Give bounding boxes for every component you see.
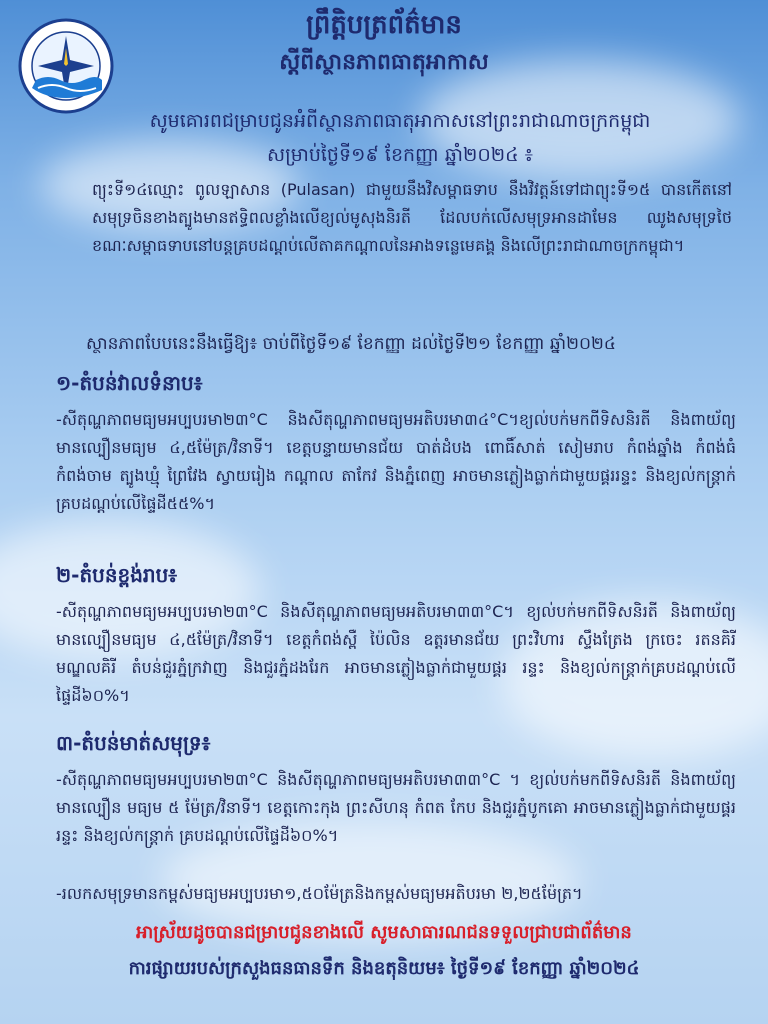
period-paragraph: ស្ថានភាពបែបនេះនឹងធ្វើឱ្យ៖ ចាប់ពីថ្ងៃទី១៩ ខែកញ្ញា ដល់ថ្ងៃទី២១ ខែកញ្ញា ឆ្នាំ២០២៤ [86, 334, 616, 354]
intro-block [60, 104, 740, 172]
section-body-coastal: -សីតុណ្ហភាពមធ្យមអប្បបរមា២៣°C និងសីតុណ្ហភាពមធ្យមអតិបរមា៣៣°C ។ ខ្យល់បក់មកពីទិសនិរតី និងពាយ័ព្យ មានល្បឿន មធ្យម ៥ ម៉ែត្រ/វិនាទី។ ខេត្តកោះកុង ព្រះសីហនុ កំពត កែប និងជួរភ្នំបូកគោ អាចមានភ្លៀងធ្លាក់ជាមួយផ្គរ រន្ទះ និងខ្យល់កន្ត្រាក់ គ្របដណ្តប់លើផ្ទៃដី៦០%។ [56, 770, 736, 845]
section-heading-coastal: ៣-តំបន់មាត់សមុទ្រ៖ [56, 731, 211, 755]
storm-paragraph: ព្យុះទី១៤ឈ្មោះ ពូលឡាសាន (Pulasan) ជាមួយនឹងវិសម្ពាធទាប នឹងវិវត្តន៍ទៅជាព្យុះទី១៥ បានកើតនៅសមុទ្រចិនខាងត្បូងមានឥទ្ធិពលខ្លាំងលើខ្យល់មូសុងនិរតី ដែលបក់លើសមុទ្រអានដាមែន ឈូងសមុទ្រថៃ ខណៈសម្ពាធទាបនៅបន្តគ្របដណ្តប់លើតាគកណ្តាលនៃអាងទន្លេមេគង្គ និងលើព្រះរាជាណាចក្រកម្ពុជា។ [92, 180, 732, 255]
section-heading-lowland: ១-តំបន់វាលទំនាប៖ [56, 371, 203, 395]
page-title: ព្រឹត្តិបត្រព័ត៌មាន [306, 10, 462, 40]
page-subtitle: ស្តីពីស្ថានភាពធាតុអាកាស [279, 50, 489, 75]
footer-notice: អាស្រ័យដូចបានជម្រាបជូនខាងលើ សូមសាធារណជនទទួលជ្រាបជាព័ត៌មាន [136, 922, 632, 943]
section-body-lowland: -សីតុណ្ហភាពមធ្យមអប្បបរមា២៣°C និងសីតុណ្ហភាពមធ្យមអតិបរមា៣៤°C។ខ្យល់បក់មកពីទិសនិរតី និងពាយ័ព្យ មានល្បឿនមធ្យម ៤,៥ម៉ែត្រ/វិនាទី។ ខេត្តបន្ទាយមានជ័យ បាត់ដំបង ពោធិ៍សាត់ សៀមរាប កំពង់ឆ្នាំង កំពង់ធំ កំពង់ចាម ត្បូងឃ្មុំ ព្រៃវែង ស្វាយរៀង កណ្តាល តាកែវ និងភ្នំពេញ អាចមានភ្លៀងធ្លាក់ជាមួយផ្គររន្ទះ និងខ្យល់កន្ត្រាក់គ្របដណ្តប់លើផ្ទៃដី៥៥%។ [56, 410, 736, 513]
footer-publisher: ការផ្សាយរបស់ក្រសួងធនធានទឹក និងឧតុនិយម៖ ថ្ងៃទី១៩ ខែកញ្ញា ឆ្នាំ២០២៤ [128, 958, 640, 979]
section-heading-highland: ២-តំបន់ខ្ពង់រាប៖ [56, 563, 178, 587]
intro-line-1: សូមគោរពជម្រាបជូនអំពីស្ថានភាពធាតុអាកាសនៅព្រះរាជាណាចក្រកម្ពុជា [149, 110, 651, 132]
intro-line-2: សម្រាប់ថ្ងៃទី១៩ ខែកញ្ញា ឆ្នាំ២០២៤ ៖ [266, 144, 533, 166]
wave-height-line: -រលកសមុទ្រមានកម្ពស់មធ្យមអប្បបរមា១,៥០ម៉ែត្រនិងកម្ពស់មធ្យមអតិបរមា ២,២៥ម៉ែត្រ។ [56, 884, 583, 903]
section-body-highland: -សីតុណ្ហភាពមធ្យមអប្បបរមា២៣°C និងសីតុណ្ហភាពមធ្យមអតិបរមា៣៣°C។ ខ្យល់បក់មកពីទិសនិរតី និងពាយ័ព្យមានល្បឿនមធ្យម ៤,៥ម៉ែត្រ/វិនាទី។ ខេត្តកំពង់ស្ពឺ ប៉ៃលិន ឧត្តរមានជ័យ ព្រះវិហារ ស្ទឹងត្រែង ក្រចេះ រតនគិរី មណ្ឌលគិរី តំបន់ជួរភ្នំក្រវាញ និងជួរភ្នំដងរែក អាចមានភ្លៀងធ្លាក់ជាមួយផ្គរ រន្ទះ និងខ្យល់កន្ត្រាក់គ្របដណ្តប់លើផ្ទៃដី៦០%។ [56, 602, 736, 705]
